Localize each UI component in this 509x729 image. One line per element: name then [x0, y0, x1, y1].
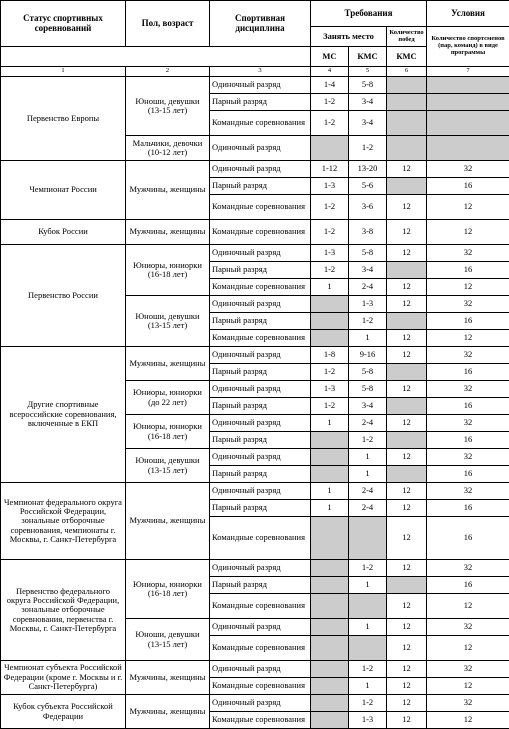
competition-status: Чемпионат федерального округа Российской Федерации, зональные отборочные соревнования, чемпионаты г. Москвы, г. Санкт-Петербурга [1, 483, 126, 560]
sport-discipline: Парный разряд [210, 262, 311, 279]
competition-status: Первенство федерального округа Российской Федерации, зональные отборочные соревнования, первенства г. Москвы, г. Санкт-Петербурга [1, 560, 126, 661]
gender-age: Мужчины, женщины [126, 161, 210, 220]
header-wins-count: Количество побед [387, 27, 427, 47]
sport-discipline: Командные соревнования [210, 594, 311, 619]
competition-status: Кубок России [1, 220, 126, 245]
sport-discipline: Одиночный разряд [210, 161, 311, 178]
kms-place: 1 [349, 619, 387, 636]
ms-place [311, 517, 349, 560]
athletes-count: 16 [427, 178, 509, 195]
kms-place: 13-20 [349, 161, 387, 178]
competition-status: Первенство Европы [1, 77, 126, 161]
kms-place: 5-6 [349, 178, 387, 195]
kms-wins: 12 [387, 695, 427, 712]
kms-wins: 12 [387, 161, 427, 178]
ms-place: 1-4 [311, 77, 349, 94]
gender-age: Мужчины, женщины [126, 220, 210, 245]
kms-wins [387, 313, 427, 330]
kms-place: 1 [349, 449, 387, 466]
gender-age: Мужчины, женщины [126, 661, 210, 695]
athletes-count: 12 [427, 712, 509, 729]
kms-wins: 12 [387, 415, 427, 432]
kms-place [349, 594, 387, 619]
header-spacer [1, 47, 311, 67]
sport-discipline: Одиночный разряд [210, 695, 311, 712]
athletes-count: 12 [427, 220, 509, 245]
sport-discipline: Парный разряд [210, 313, 311, 330]
gender-age: Юниоры, юниорки (до 22 лет) [126, 381, 210, 415]
kms-place: 3-6 [349, 195, 387, 220]
ms-place: 1-2 [311, 111, 349, 136]
ms-place [311, 661, 349, 678]
kms-wins [387, 364, 427, 381]
athletes-count: 16 [427, 313, 509, 330]
ms-place [311, 466, 349, 483]
kms-wins: 12 [387, 245, 427, 262]
kms-place [349, 517, 387, 560]
sport-discipline: Одиночный разряд [210, 245, 311, 262]
kms-place: 1-3 [349, 296, 387, 313]
kms-wins: 12 [387, 517, 427, 560]
sport-discipline: Парный разряд [210, 364, 311, 381]
competition-status: Чемпионат субъекта Российской Федерации (кроме г. Москвы и г. Санкт-Петербурга) [1, 661, 126, 695]
ms-place: 1-8 [311, 347, 349, 364]
ms-place [311, 577, 349, 594]
kms-place: 1-2 [349, 136, 387, 161]
kms-wins: 12 [387, 347, 427, 364]
sport-discipline: Командные соревнования [210, 678, 311, 695]
kms-place: 1-2 [349, 313, 387, 330]
athletes-count: 32 [427, 347, 509, 364]
header-athletes-count: Количество спортсменов (пар, команд) в виде программы [427, 27, 509, 67]
table-row [1, 161, 509, 178]
header-requirements: Требования [311, 1, 427, 27]
athletes-count: 32 [427, 449, 509, 466]
sport-discipline: Командные соревнования [210, 195, 311, 220]
header-discipline: Спортивная дисциплина [210, 1, 311, 47]
athletes-count: 16 [427, 466, 509, 483]
ms-place [311, 296, 349, 313]
sport-discipline: Парный разряд [210, 398, 311, 415]
kms-wins: 12 [387, 619, 427, 636]
header-status: Статус спортивных соревнований [1, 1, 126, 47]
sport-discipline: Одиночный разряд [210, 381, 311, 398]
gender-age: Юниоры, юниорки (16-18 лет) [126, 245, 210, 296]
sport-discipline: Одиночный разряд [210, 661, 311, 678]
kms-place: 2-4 [349, 415, 387, 432]
sport-discipline: Одиночный разряд [210, 77, 311, 94]
gender-age: Юноши, девушки (13-15 лет) [126, 449, 210, 483]
kms-place: 1-2 [349, 695, 387, 712]
kms-wins: 12 [387, 678, 427, 695]
column-number: 6 [387, 67, 427, 77]
competition-status: Первенство России [1, 245, 126, 347]
athletes-count: 32 [427, 695, 509, 712]
header-ms: МС [311, 47, 349, 67]
ms-place: 1 [311, 483, 349, 500]
kms-wins [387, 94, 427, 111]
ms-place [311, 712, 349, 729]
athletes-count: 12 [427, 195, 509, 220]
kms-wins: 12 [387, 483, 427, 500]
kms-place: 1-3 [349, 712, 387, 729]
sport-discipline: Парный разряд [210, 577, 311, 594]
kms-wins [387, 77, 427, 94]
gender-age: Мужчины, женщины [126, 483, 210, 560]
kms-wins [387, 178, 427, 195]
kms-wins [387, 136, 427, 161]
column-number: 3 [210, 67, 311, 77]
sport-discipline: Командные соревнования [210, 330, 311, 347]
kms-place: 2-4 [349, 483, 387, 500]
sport-discipline: Парный разряд [210, 466, 311, 483]
kms-place: 1-2 [349, 432, 387, 449]
column-number-row [1, 67, 509, 77]
kms-place [349, 636, 387, 661]
kms-place: 2-4 [349, 500, 387, 517]
sport-discipline: Командные соревнования [210, 111, 311, 136]
gender-age: Юноши, девушки (13-15 лет) [126, 296, 210, 347]
gender-age: Юноши, девушки (13-15 лет) [126, 619, 210, 661]
table-row [1, 560, 509, 577]
ms-place: 1 [311, 279, 349, 296]
kms-wins [387, 111, 427, 136]
kms-place: 3-4 [349, 94, 387, 111]
competition-status: Чемпионат России [1, 161, 126, 220]
sport-discipline: Одиночный разряд [210, 415, 311, 432]
header-kms: КМС [349, 47, 387, 67]
athletes-count: 32 [427, 245, 509, 262]
table-body [1, 77, 509, 729]
ms-place: 1-3 [311, 381, 349, 398]
sport-discipline: Одиночный разряд [210, 560, 311, 577]
athletes-count [427, 94, 509, 111]
ms-place: 1-2 [311, 94, 349, 111]
header-gender-age: Пол, возраст [126, 1, 210, 47]
column-number: 5 [349, 67, 387, 77]
athletes-count: 12 [427, 330, 509, 347]
ms-place [311, 560, 349, 577]
gender-age: Юниоры, юниорки (16-18 лет) [126, 415, 210, 449]
ms-place: 1-2 [311, 262, 349, 279]
sport-discipline: Одиночный разряд [210, 136, 311, 161]
athletes-count: 16 [427, 577, 509, 594]
kms-wins: 12 [387, 330, 427, 347]
athletes-count: 32 [427, 483, 509, 500]
ms-place [311, 636, 349, 661]
athletes-count: 32 [427, 619, 509, 636]
ms-place [311, 330, 349, 347]
athletes-count: 32 [427, 381, 509, 398]
ms-place [311, 619, 349, 636]
athletes-count: 32 [427, 661, 509, 678]
athletes-count: 16 [427, 517, 509, 560]
ms-place: 1-2 [311, 195, 349, 220]
kms-place: 1-2 [349, 560, 387, 577]
sport-discipline: Одиночный разряд [210, 347, 311, 364]
athletes-count: 16 [427, 500, 509, 517]
ms-place [311, 136, 349, 161]
athletes-count [427, 136, 509, 161]
ms-place [311, 432, 349, 449]
athletes-count: 12 [427, 594, 509, 619]
athletes-count: 32 [427, 415, 509, 432]
athletes-count: 32 [427, 560, 509, 577]
kms-wins: 12 [387, 279, 427, 296]
ms-place: 1-12 [311, 161, 349, 178]
kms-wins: 12 [387, 560, 427, 577]
kms-place: 3-4 [349, 262, 387, 279]
sport-discipline: Парный разряд [210, 432, 311, 449]
athletes-count [427, 111, 509, 136]
table-row [1, 245, 509, 262]
kms-wins: 12 [387, 594, 427, 619]
kms-wins [387, 466, 427, 483]
sport-discipline: Одиночный разряд [210, 449, 311, 466]
kms-wins: 12 [387, 500, 427, 517]
athletes-count: 12 [427, 279, 509, 296]
kms-wins [387, 398, 427, 415]
table-row [1, 695, 509, 712]
column-number: 4 [311, 67, 349, 77]
kms-place: 9-16 [349, 347, 387, 364]
ms-place: 1-2 [311, 220, 349, 245]
kms-place: 3-4 [349, 398, 387, 415]
kms-place: 1 [349, 678, 387, 695]
kms-place: 3-8 [349, 220, 387, 245]
gender-age: Юниоры, юниорки (16-18 лет) [126, 560, 210, 619]
sport-discipline: Одиночный разряд [210, 296, 311, 313]
kms-place: 1 [349, 577, 387, 594]
ms-place: 1 [311, 500, 349, 517]
sport-discipline: Командные соревнования [210, 517, 311, 560]
ms-place [311, 678, 349, 695]
table-row [1, 220, 509, 245]
column-number: 2 [126, 67, 210, 77]
gender-age: Мальчики, девочки (10-12 лет) [126, 136, 210, 161]
athletes-count: 16 [427, 364, 509, 381]
table-row [1, 483, 509, 500]
kms-wins: 12 [387, 381, 427, 398]
ms-place: 1 [311, 415, 349, 432]
gender-age: Юноши, девушки (13-15 лет) [126, 77, 210, 136]
competition-status: Кубок субъекта Российской Федерации [1, 695, 126, 729]
kms-place: 1 [349, 330, 387, 347]
competition-status: Другие спортивные всероссийские соревнования, включенные в ЕКП [1, 347, 126, 483]
ms-place: 1-3 [311, 178, 349, 195]
sport-discipline: Парный разряд [210, 178, 311, 195]
athletes-count [427, 77, 509, 94]
kms-wins [387, 432, 427, 449]
header-conditions: Условия [427, 1, 509, 27]
sport-discipline: Одиночный разряд [210, 619, 311, 636]
gender-age: Мужчины, женщины [126, 347, 210, 381]
sport-discipline: Командные соревнования [210, 220, 311, 245]
athletes-count: 12 [427, 678, 509, 695]
athletes-count: 32 [427, 296, 509, 313]
kms-wins: 12 [387, 195, 427, 220]
sport-discipline: Командные соревнования [210, 712, 311, 729]
header-take-place: Занять место [311, 27, 387, 47]
kms-place: 5-8 [349, 381, 387, 398]
header-wins-kms: КМС [387, 47, 427, 67]
table-row [1, 347, 509, 364]
kms-place: 5-8 [349, 364, 387, 381]
athletes-count: 16 [427, 262, 509, 279]
kms-wins: 12 [387, 661, 427, 678]
gender-age: Мужчины, женщины [126, 695, 210, 729]
ms-place [311, 695, 349, 712]
sport-discipline: Командные соревнования [210, 636, 311, 661]
kms-wins: 12 [387, 296, 427, 313]
kms-wins: 12 [387, 220, 427, 245]
athletes-count: 16 [427, 398, 509, 415]
table-row [1, 77, 509, 94]
kms-place: 3-4 [349, 111, 387, 136]
kms-place: 1 [349, 466, 387, 483]
ms-place [311, 594, 349, 619]
sport-discipline: Парный разряд [210, 500, 311, 517]
column-number: 1 [1, 67, 126, 77]
kms-wins: 12 [387, 636, 427, 661]
kms-wins [387, 577, 427, 594]
kms-wins [387, 262, 427, 279]
ms-place: 1-2 [311, 398, 349, 415]
sport-discipline: Командные соревнования [210, 279, 311, 296]
sport-discipline: Парный разряд [210, 94, 311, 111]
kms-wins: 12 [387, 449, 427, 466]
athletes-count: 32 [427, 161, 509, 178]
kms-place: 5-8 [349, 245, 387, 262]
ms-place [311, 313, 349, 330]
kms-place: 5-8 [349, 77, 387, 94]
sport-discipline: Одиночный разряд [210, 483, 311, 500]
ms-place [311, 449, 349, 466]
column-number: 7 [427, 67, 509, 77]
kms-place: 1-2 [349, 661, 387, 678]
kms-wins: 12 [387, 712, 427, 729]
table-row [1, 661, 509, 678]
kms-place: 2-4 [349, 279, 387, 296]
ms-place: 1-2 [311, 364, 349, 381]
athletes-count: 12 [427, 636, 509, 661]
athletes-count: 16 [427, 432, 509, 449]
ms-place: 1-3 [311, 245, 349, 262]
